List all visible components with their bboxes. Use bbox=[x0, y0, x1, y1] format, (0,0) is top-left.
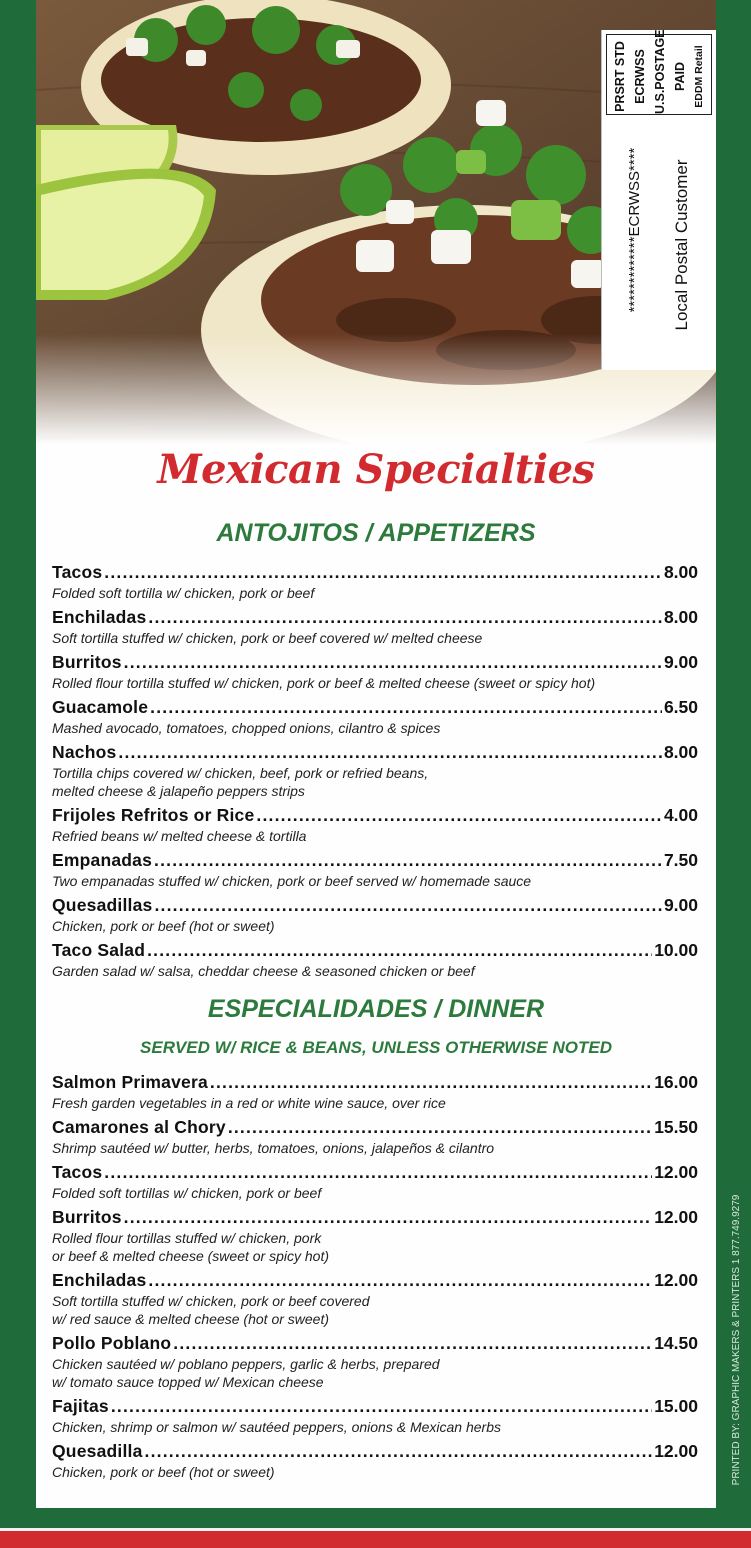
item-name: Quesadillas bbox=[52, 895, 153, 915]
item-name: Enchiladas bbox=[52, 1270, 147, 1290]
menu-item bbox=[52, 1072, 698, 1112]
dot-leader bbox=[104, 562, 662, 583]
menu-item bbox=[52, 940, 698, 980]
item-description: Folded soft tortilla w/ chicken, pork or beef bbox=[52, 585, 315, 601]
printer-credit: PRINTED BY: GRAPHIC MAKERS & PRINTERS 1 877.749.9279 bbox=[731, 1194, 742, 1486]
appetizers-list bbox=[52, 562, 698, 985]
dot-leader bbox=[256, 805, 662, 826]
menu-item bbox=[52, 1207, 698, 1265]
dinner-heading: ESPECIALIDADES / DINNER bbox=[207, 995, 545, 1023]
permit-line: ECRWSS bbox=[633, 49, 647, 104]
dot-leader bbox=[118, 742, 662, 763]
item-description: Fresh garden vegetables in a red or white wine sauce, over rice bbox=[52, 1095, 446, 1111]
item-price: 9.00 bbox=[663, 652, 698, 672]
item-price: 6.50 bbox=[663, 697, 698, 717]
dot-leader bbox=[148, 1270, 652, 1291]
item-price: 9.00 bbox=[663, 895, 698, 915]
menu-item bbox=[52, 1441, 698, 1481]
item-description: Tortilla chips covered w/ chicken, beef, pork or refried beans, melted cheese & jalapeño peppers strips bbox=[52, 765, 429, 799]
item-price: 16.00 bbox=[654, 1072, 698, 1092]
dot-leader bbox=[145, 1441, 653, 1462]
red-stripe bbox=[0, 1531, 751, 1548]
item-price: 12.00 bbox=[654, 1207, 698, 1227]
item-name: Empanadas bbox=[52, 850, 153, 870]
item-price: 8.00 bbox=[663, 742, 698, 762]
item-name: Guacamole bbox=[52, 697, 149, 717]
item-name: Taco Salad bbox=[52, 940, 146, 960]
item-name: Tacos bbox=[52, 562, 103, 582]
postage-permit-box bbox=[606, 29, 712, 115]
item-description: Shrimp sautéed w/ butter, herbs, tomatoes, onions, jalapeños & cilantro bbox=[52, 1140, 495, 1156]
menu-item bbox=[52, 652, 698, 692]
item-price: 12.00 bbox=[654, 1441, 698, 1461]
page-title: Mexican Specialties bbox=[157, 446, 595, 493]
item-description: Rolled flour tortillas stuffed w/ chicken, pork or beef & melted cheese (sweet or spicy hot) bbox=[52, 1230, 330, 1264]
item-price: 8.00 bbox=[663, 562, 698, 582]
dot-leader bbox=[147, 940, 652, 961]
item-name: Enchiladas bbox=[52, 607, 147, 627]
dot-leader bbox=[228, 1117, 652, 1138]
menu-item bbox=[52, 850, 698, 890]
recipient-line: Local Postal Customer bbox=[672, 159, 691, 331]
item-price: 7.50 bbox=[663, 850, 698, 870]
item-description: Chicken, pork or beef (hot or sweet) bbox=[52, 1464, 275, 1480]
appetizers-heading: ANTOJITOS / APPETIZERS bbox=[216, 519, 536, 547]
item-price: 10.00 bbox=[654, 940, 698, 960]
dot-leader bbox=[154, 850, 662, 871]
dot-leader bbox=[150, 697, 662, 718]
item-description: Soft tortilla stuffed w/ chicken, pork or beef covered w/ red sauce & melted cheese (hot or sweet) bbox=[52, 1293, 370, 1327]
permit-line: EDDM Retail bbox=[693, 45, 705, 108]
item-description: Rolled flour tortilla stuffed w/ chicken, pork or beef & melted cheese (sweet or spicy hot) bbox=[52, 675, 596, 691]
item-description: Chicken, pork or beef (hot or sweet) bbox=[52, 918, 275, 934]
item-description: Chicken sautéed w/ poblano peppers, garlic & herbs, prepared w/ tomato sauce topped w/ Mexican cheese bbox=[52, 1356, 440, 1390]
item-name: Camarones al Chory bbox=[52, 1117, 226, 1137]
item-name: Burritos bbox=[52, 1207, 122, 1227]
menu-item bbox=[52, 742, 698, 800]
permit-line: U.S.POSTAGE bbox=[653, 29, 667, 114]
item-description: Garden salad w/ salsa, cheddar cheese & seasoned chicken or beef bbox=[52, 963, 475, 979]
dot-leader bbox=[210, 1072, 652, 1093]
permit-line: PRSRT STD bbox=[613, 41, 627, 112]
dot-leader bbox=[104, 1162, 652, 1183]
item-description: Mashed avocado, tomatoes, chopped onions, cilantro & spices bbox=[52, 720, 441, 736]
dinner-list bbox=[52, 1072, 698, 1486]
dot-leader bbox=[124, 652, 662, 673]
dot-leader bbox=[173, 1333, 652, 1354]
dot-leader bbox=[154, 895, 661, 916]
item-description: Chicken, shrimp or salmon w/ sautéed peppers, onions & Mexican herbs bbox=[52, 1419, 501, 1435]
permit-line: PAID bbox=[673, 62, 687, 91]
dinner-subheading: SERVED W/ RICE & BEANS, UNLESS OTHERWISE NOTED bbox=[140, 1038, 612, 1057]
menu-item bbox=[52, 562, 698, 602]
ecrwss-line: *************ECRWSS**** bbox=[626, 147, 643, 313]
menu-item bbox=[52, 1396, 698, 1436]
menu-item bbox=[52, 1117, 698, 1157]
item-name: Pollo Poblano bbox=[52, 1333, 172, 1353]
menu-item bbox=[52, 697, 698, 737]
item-price: 15.50 bbox=[654, 1117, 698, 1137]
dot-leader bbox=[111, 1396, 652, 1417]
menu-item bbox=[52, 895, 698, 935]
item-description: Two empanadas stuffed w/ chicken, pork or beef served w/ homemade sauce bbox=[52, 873, 532, 889]
item-name: Salmon Primavera bbox=[52, 1072, 208, 1092]
menu-item bbox=[52, 805, 698, 845]
item-description: Folded soft tortillas w/ chicken, pork or beef bbox=[52, 1185, 322, 1201]
menu-item bbox=[52, 1333, 698, 1391]
item-name: Burritos bbox=[52, 652, 122, 672]
item-price: 12.00 bbox=[654, 1162, 698, 1182]
item-price: 4.00 bbox=[663, 805, 698, 825]
menu-item bbox=[52, 1162, 698, 1202]
menu-item bbox=[52, 607, 698, 647]
dot-leader bbox=[124, 1207, 653, 1228]
item-name: Frijoles Refritos or Rice bbox=[52, 805, 255, 825]
dot-leader bbox=[148, 607, 662, 628]
item-price: 15.00 bbox=[654, 1396, 698, 1416]
item-name: Fajitas bbox=[52, 1396, 109, 1416]
item-price: 14.50 bbox=[654, 1333, 698, 1353]
item-description: Refried beans w/ melted cheese & tortilla bbox=[52, 828, 307, 844]
mailing-label bbox=[601, 30, 716, 370]
item-description: Soft tortilla stuffed w/ chicken, pork or beef covered w/ melted cheese bbox=[52, 630, 483, 646]
item-name: Tacos bbox=[52, 1162, 103, 1182]
item-price: 12.00 bbox=[654, 1270, 698, 1290]
item-name: Quesadilla bbox=[52, 1441, 143, 1461]
item-price: 8.00 bbox=[663, 607, 698, 627]
menu-item bbox=[52, 1270, 698, 1328]
item-name: Nachos bbox=[52, 742, 117, 762]
